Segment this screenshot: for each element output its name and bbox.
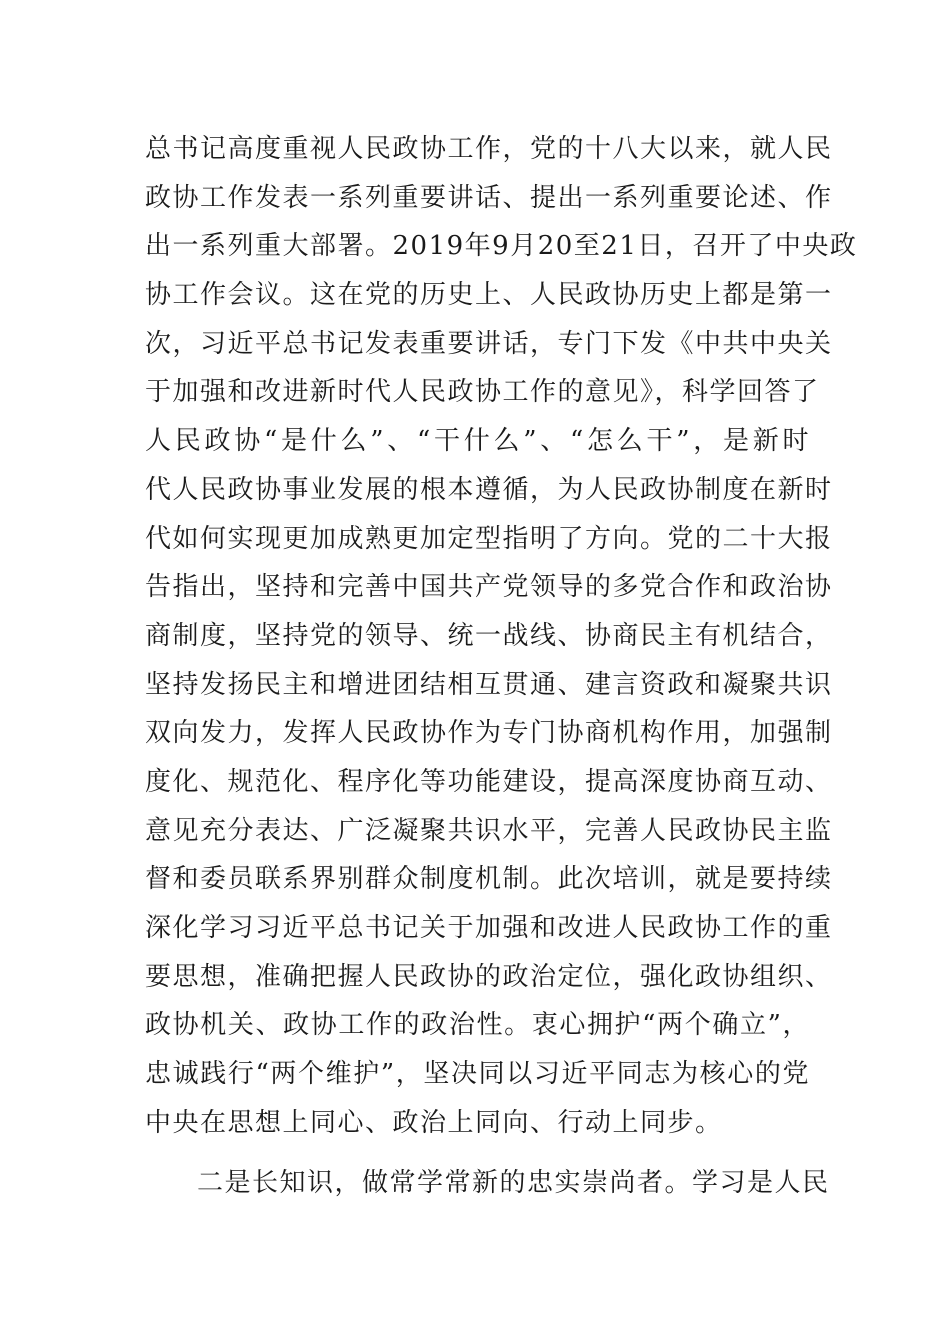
text-line: 告指出，坚持和完善中国共产党领导的多党合作和政治协 xyxy=(145,572,833,603)
text-line: 要思想，准确把握人民政协的政治定位，强化政协组织、 xyxy=(145,961,833,992)
text-line: 人民政协“是什么”、“干什么”、“怎么干”，是新时 xyxy=(145,426,810,457)
text-line: 二是长知识，做常学常新的忠实崇尚者。学习是人民 xyxy=(197,1168,830,1199)
text-line: 深化学习习近平总书记关于加强和改进人民政协工作的重 xyxy=(145,913,833,943)
text-line: 出一系列重大部署。2019年9月20至21日，召开了中央政 xyxy=(145,231,858,262)
text-line: 代人民政协事业发展的根本遵循，为人民政协制度在新时 xyxy=(145,474,833,505)
text-line: 总书记高度重视人民政协工作，党的十八大以来，就人民 xyxy=(145,134,833,164)
body-text xyxy=(145,125,858,1208)
text-line: 中央在思想上同心、政治上同向、行动上同步。 xyxy=(145,1107,723,1138)
text-line: 次，习近平总书记发表重要讲话，专门下发《中共中央关 xyxy=(145,328,833,359)
text-line: 双向发力，发挥人民政协作为专门协商机构作用，加强制 xyxy=(145,718,833,749)
text-line: 政协工作发表一系列重要讲话、提出一系列重要论述、作 xyxy=(145,182,833,213)
text-line: 意见充分表达、广泛凝聚共识水平，完善人民政协民主监 xyxy=(145,815,833,846)
paragraph-2 xyxy=(145,1159,830,1208)
text-line: 坚持发扬民主和增进团结相互贯通、建言资政和凝聚共识 xyxy=(145,669,833,700)
text-line: 督和委员联系界别群众制度机制。此次培训，就是要持续 xyxy=(145,864,833,895)
paragraph-1 xyxy=(145,125,858,1147)
text-line: 商制度，坚持党的领导、统一战线、协商民主有机结合， xyxy=(145,620,833,651)
text-line: 忠诚践行“两个维护”，坚决同以习近平同志为核心的党 xyxy=(145,1059,810,1090)
text-line: 于加强和改进新时代人民政协工作的意见》，科学回答了 xyxy=(145,377,820,408)
paragraph-gap xyxy=(145,1147,810,1159)
text-line: 度化、规范化、程序化等功能建设，提高深度协商互动、 xyxy=(145,766,833,797)
text-line: 政协机关、政协工作的政治性。衷心拥护“两个确立”， xyxy=(145,1010,810,1041)
text-line: 协工作会议。这在党的历史上、人民政协历史上都是第一 xyxy=(145,280,833,311)
text-line: 代如何实现更加成熟更加定型指明了方向。党的二十大报 xyxy=(145,523,833,554)
